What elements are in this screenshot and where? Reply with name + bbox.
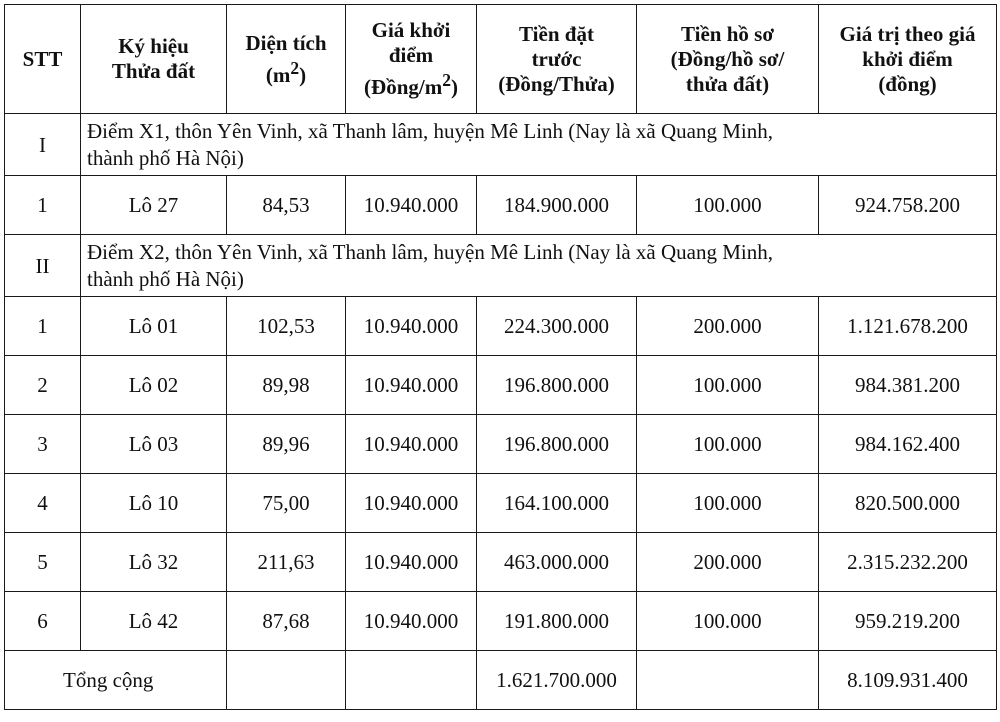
- header-stt: STT: [5, 5, 81, 114]
- cell-area: 89,96: [227, 415, 346, 474]
- cell-value: 959.219.200: [819, 592, 997, 651]
- cell-deposit: 184.900.000: [477, 176, 637, 235]
- cell-value: 984.381.200: [819, 356, 997, 415]
- cell-deposit: 463.000.000: [477, 533, 637, 592]
- cell-start-price: 10.940.000: [346, 297, 477, 356]
- total-area-empty: [227, 651, 346, 710]
- total-row: [5, 651, 997, 710]
- cell-value: 820.500.000: [819, 474, 997, 533]
- table-row: [5, 356, 997, 415]
- header-start-price: Giá khởi điểm $(Đồng/m^2)$: [346, 5, 477, 114]
- cell-dossier-fee: 100.000: [637, 415, 819, 474]
- table-row: [5, 297, 997, 356]
- table-row: [5, 533, 997, 592]
- cell-area: 211,63: [227, 533, 346, 592]
- table-row: [5, 415, 997, 474]
- header-lot-symbol: Ký hiệu Thửa đất: [81, 5, 227, 114]
- cell-lot: Lô 01: [81, 297, 227, 356]
- cell-lot: Lô 27: [81, 176, 227, 235]
- cell-stt: 5: [5, 533, 81, 592]
- cell-area: 75,00: [227, 474, 346, 533]
- table-row: [5, 474, 997, 533]
- cell-stt: 1: [5, 176, 81, 235]
- total-dossier-fee-empty: [637, 651, 819, 710]
- cell-lot: Lô 03: [81, 415, 227, 474]
- cell-area: 87,68: [227, 592, 346, 651]
- cell-start-price: 10.940.000: [346, 533, 477, 592]
- cell-area: 89,98: [227, 356, 346, 415]
- cell-value: 924.758.200: [819, 176, 997, 235]
- land-auction-table: [4, 4, 997, 710]
- cell-deposit: 196.800.000: [477, 356, 637, 415]
- cell-lot: Lô 02: [81, 356, 227, 415]
- section-number: I: [5, 114, 81, 176]
- header-dossier-fee: Tiền hồ sơ (Đồng/hồ sơ/ thửa đất): [637, 5, 819, 114]
- cell-start-price: 10.940.000: [346, 474, 477, 533]
- cell-stt: 6: [5, 592, 81, 651]
- cell-value: 1.121.678.200: [819, 297, 997, 356]
- cell-deposit: 164.100.000: [477, 474, 637, 533]
- section-title: Điểm X1, thôn Yên Vinh, xã Thanh lâm, huyện Mê Linh (Nay là xã Quang Minh, thành phố Hà Nội): [81, 114, 997, 176]
- header-deposit: Tiền đặt trước (Đồng/Thửa): [477, 5, 637, 114]
- header-row: [5, 5, 997, 114]
- cell-start-price: 10.940.000: [346, 356, 477, 415]
- cell-start-price: 10.940.000: [346, 176, 477, 235]
- cell-stt: 2: [5, 356, 81, 415]
- cell-dossier-fee: 200.000: [637, 297, 819, 356]
- table-row: [5, 176, 997, 235]
- cell-dossier-fee: 100.000: [637, 356, 819, 415]
- header-total-value: Giá trị theo giá khởi điểm (đồng): [819, 5, 997, 114]
- cell-stt: 4: [5, 474, 81, 533]
- cell-deposit: 196.800.000: [477, 415, 637, 474]
- cell-area: 84,53: [227, 176, 346, 235]
- total-value: 8.109.931.400: [819, 651, 997, 710]
- cell-dossier-fee: 100.000: [637, 176, 819, 235]
- section-row: [5, 235, 997, 297]
- cell-dossier-fee: 100.000: [637, 474, 819, 533]
- header-area: Diện tích $(m^2)$: [227, 5, 346, 114]
- section-row: [5, 114, 997, 176]
- cell-lot: Lô 32: [81, 533, 227, 592]
- section-number: II: [5, 235, 81, 297]
- cell-lot: Lô 42: [81, 592, 227, 651]
- cell-start-price: 10.940.000: [346, 592, 477, 651]
- cell-dossier-fee: 200.000: [637, 533, 819, 592]
- total-deposit: 1.621.700.000: [477, 651, 637, 710]
- cell-value: 984.162.400: [819, 415, 997, 474]
- cell-start-price: 10.940.000: [346, 415, 477, 474]
- cell-deposit: 224.300.000: [477, 297, 637, 356]
- total-start-price-empty: [346, 651, 477, 710]
- cell-dossier-fee: 100.000: [637, 592, 819, 651]
- cell-value: 2.315.232.200: [819, 533, 997, 592]
- cell-stt: 3: [5, 415, 81, 474]
- cell-deposit: 191.800.000: [477, 592, 637, 651]
- total-label: Tổng cộng: [5, 651, 227, 710]
- cell-stt: 1: [5, 297, 81, 356]
- section-title: Điểm X2, thôn Yên Vinh, xã Thanh lâm, huyện Mê Linh (Nay là xã Quang Minh, thành phố Hà Nội): [81, 235, 997, 297]
- cell-area: 102,53: [227, 297, 346, 356]
- cell-lot: Lô 10: [81, 474, 227, 533]
- table-row: [5, 592, 997, 651]
